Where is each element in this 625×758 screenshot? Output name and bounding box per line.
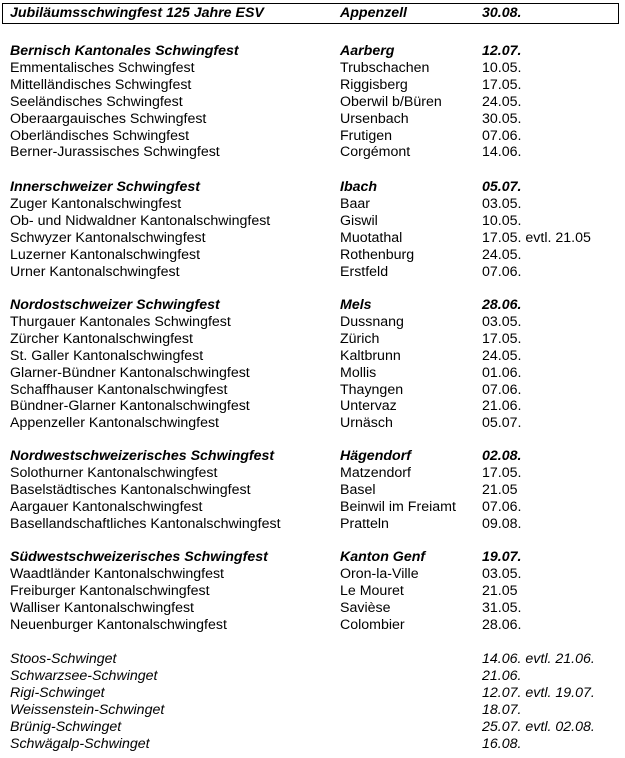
event-date: 24.05. bbox=[482, 94, 522, 110]
event-location: Basel bbox=[340, 482, 376, 498]
event-location: Trubschachen bbox=[340, 60, 430, 76]
event-name: Zuger Kantonalschwingfest bbox=[10, 196, 182, 212]
event-location: Appenzell bbox=[340, 5, 408, 21]
event-location: Oron-la-Ville bbox=[340, 566, 419, 582]
event-name: Thurgauer Kantonales Schwingfest bbox=[10, 314, 231, 330]
event-location: Matzendorf bbox=[340, 465, 411, 481]
event-name: Basellandschaftliches Kantonalschwingfest bbox=[10, 516, 281, 532]
event-name: Seeländisches Schwingfest bbox=[10, 94, 183, 110]
event-location: Zürich bbox=[340, 331, 380, 347]
event-date: 10.05. bbox=[482, 60, 522, 76]
event-name: Aargauer Kantonalschwingfest bbox=[10, 499, 203, 515]
event-name: Rigi-Schwinget bbox=[10, 685, 105, 701]
event-location: Oberwil b/Büren bbox=[340, 94, 442, 110]
event-date: 18.07. bbox=[482, 702, 522, 718]
event-date: 12.07. evtl. 19.07. bbox=[482, 685, 595, 701]
event-location: Ursenbach bbox=[340, 111, 409, 127]
event-date: 12.07. bbox=[482, 43, 522, 59]
event-name: Oberländisches Schwingfest bbox=[10, 128, 190, 144]
event-date: 28.06. bbox=[482, 297, 522, 313]
event-date: 01.06. bbox=[482, 365, 522, 381]
event-date: 21.06. bbox=[482, 668, 522, 684]
event-date: 25.07. evtl. 02.08. bbox=[482, 719, 595, 735]
event-name: Mittelländisches Schwingfest bbox=[10, 77, 192, 93]
event-name: Südwestschweizerisches Schwingfest bbox=[10, 549, 268, 565]
event-location: Riggisberg bbox=[340, 77, 408, 93]
event-date: 05.07. bbox=[482, 415, 522, 431]
event-name: Neuenburger Kantonalschwingfest bbox=[10, 617, 227, 633]
event-name: Freiburger Kantonalschwingfest bbox=[10, 583, 210, 599]
event-name: Schwyzer Kantonalschwingfest bbox=[10, 230, 206, 246]
event-date: 09.08. bbox=[482, 516, 522, 532]
event-date: 07.06. bbox=[482, 382, 522, 398]
event-date: 17.05. bbox=[482, 465, 522, 481]
event-name: Glarner-Bündner Kantonalschwingfest bbox=[10, 365, 250, 381]
event-location: Untervaz bbox=[340, 398, 397, 414]
event-name: Berner-Jurassisches Schwingfest bbox=[10, 144, 220, 160]
event-location: Pratteln bbox=[340, 516, 389, 532]
event-date: 21.05 bbox=[482, 583, 518, 599]
event-location: Beinwil im Freiamt bbox=[340, 499, 456, 515]
event-location: Urnäsch bbox=[340, 415, 393, 431]
event-date: 03.05. bbox=[482, 566, 522, 582]
event-date: 14.06. evtl. 21.06. bbox=[482, 651, 595, 667]
event-name: Luzerner Kantonalschwingfest bbox=[10, 247, 201, 263]
event-date: 31.05. bbox=[482, 600, 522, 616]
event-date: 16.08. bbox=[482, 736, 522, 752]
event-date: 21.06. bbox=[482, 398, 522, 414]
event-name: Schwarzsee-Schwinget bbox=[10, 668, 158, 684]
event-date: 30.08. bbox=[482, 5, 522, 21]
event-name: Innerschweizer Schwingfest bbox=[10, 179, 201, 195]
event-name: Stoos-Schwinget bbox=[10, 651, 117, 667]
event-location: Erstfeld bbox=[340, 264, 389, 280]
event-name: Bernisch Kantonales Schwingfest bbox=[10, 43, 239, 59]
event-name: Walliser Kantonalschwingfest bbox=[10, 600, 194, 616]
event-date: 19.07. bbox=[482, 549, 522, 565]
event-location: Frutigen bbox=[340, 128, 393, 144]
event-name: Solothurner Kantonalschwingfest bbox=[10, 465, 218, 481]
event-location: Le Mouret bbox=[340, 583, 404, 599]
event-location: Corgémont bbox=[340, 144, 411, 160]
event-location: Baar bbox=[340, 196, 370, 212]
event-name: Zürcher Kantonalschwingfest bbox=[10, 331, 193, 347]
event-name: Nordwestschweizerisches Schwingfest bbox=[10, 448, 275, 464]
event-location: Thayngen bbox=[340, 382, 404, 398]
event-date: 28.06. bbox=[482, 617, 522, 633]
event-location: Hägendorf bbox=[340, 448, 411, 464]
event-location: Kaltbrunn bbox=[340, 348, 401, 364]
event-date: 17.05. bbox=[482, 77, 522, 93]
event-location: Aarberg bbox=[340, 43, 395, 59]
event-location: Giswil bbox=[340, 213, 378, 229]
event-location: Rothenburg bbox=[340, 247, 415, 263]
event-name: Jubiläumsschwingfest 125 Jahre ESV bbox=[10, 5, 264, 21]
event-name: Weissenstein-Schwinget bbox=[10, 702, 165, 718]
event-name: Baselstädtisches Kantonalschwingfest bbox=[10, 482, 251, 498]
event-date: 30.05. bbox=[482, 111, 522, 127]
event-date: 14.06. bbox=[482, 144, 522, 160]
event-name: Ob- und Nidwaldner Kantonalschwingfest bbox=[10, 213, 271, 229]
event-location: Mels bbox=[340, 297, 372, 313]
event-date: 10.05. bbox=[482, 213, 522, 229]
event-name: Bündner-Glarner Kantonalschwingfest bbox=[10, 398, 250, 414]
event-name: Oberaargauisches Schwingfest bbox=[10, 111, 207, 127]
event-name: Schaffhauser Kantonalschwingfest bbox=[10, 382, 228, 398]
event-name: Schwägalp-Schwinget bbox=[10, 736, 150, 752]
event-date: 07.06. bbox=[482, 499, 522, 515]
event-date: 03.05. bbox=[482, 314, 522, 330]
event-location: Ibach bbox=[340, 179, 378, 195]
event-date: 17.05. evtl. 21.05 bbox=[482, 230, 591, 246]
event-location: Dussnang bbox=[340, 314, 404, 330]
event-location: Mollis bbox=[340, 365, 377, 381]
event-location: Colombier bbox=[340, 617, 405, 633]
event-name: St. Galler Kantonalschwingfest bbox=[10, 348, 204, 364]
event-date: 07.06. bbox=[482, 128, 522, 144]
event-date: 02.08. bbox=[482, 448, 522, 464]
event-date: 24.05. bbox=[482, 348, 522, 364]
event-location: Kanton Genf bbox=[340, 549, 426, 565]
event-date: 05.07. bbox=[482, 179, 522, 195]
event-date: 21.05 bbox=[482, 482, 518, 498]
event-date: 03.05. bbox=[482, 196, 522, 212]
event-name: Brünig-Schwinget bbox=[10, 719, 122, 735]
event-location: Savièse bbox=[340, 600, 391, 616]
event-date: 07.06. bbox=[482, 264, 522, 280]
event-date: 24.05. bbox=[482, 247, 522, 263]
event-name: Nordostschweizer Schwingfest bbox=[10, 297, 220, 313]
event-name: Urner Kantonalschwingfest bbox=[10, 264, 180, 280]
event-name: Waadtländer Kantonalschwingfest bbox=[10, 566, 224, 582]
event-date: 17.05. bbox=[482, 331, 522, 347]
event-name: Appenzeller Kantonalschwingfest bbox=[10, 415, 220, 431]
event-location: Muotathal bbox=[340, 230, 403, 246]
event-name: Emmentalisches Schwingfest bbox=[10, 60, 195, 76]
